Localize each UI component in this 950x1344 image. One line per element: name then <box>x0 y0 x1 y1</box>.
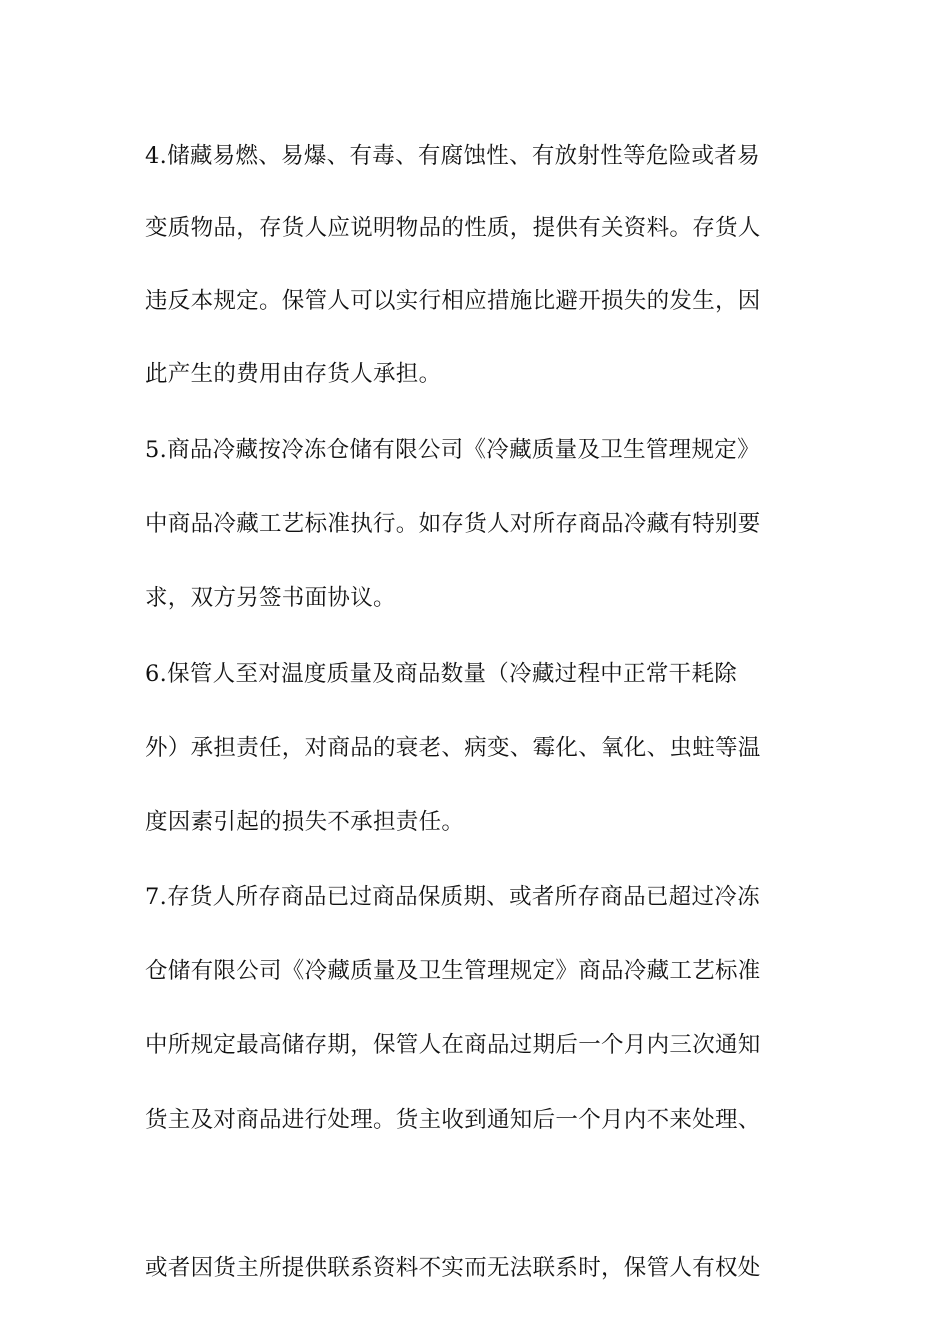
text-line: 中商品冷藏工艺标准执行。如存货人对所存商品冷藏有特别要 <box>145 511 761 537</box>
text-line: 中所规定最高储存期，保管人在商品过期后一个月内三次通知 <box>145 1032 761 1058</box>
text-line: 5.商品冷藏按冷冻仓储有限公司《冷藏质量及卫生管理规定》 <box>145 437 760 463</box>
text-line: 外）承担责任，对商品的衰老、病变、霉化、氧化、虫蛀等温 <box>145 735 761 761</box>
text-line: 7.存货人所存商品已过商品保质期、或者所存商品已超过冷冻 <box>145 884 760 910</box>
text-line: 违反本规定。保管人可以实行相应措施比避开损失的发生，因 <box>145 288 761 314</box>
text-line: 求，双方另签书面协议。 <box>145 585 396 611</box>
text-line: 货主及对商品进行处理。货主收到通知后一个月内不来处理、 <box>145 1107 761 1133</box>
text-line: 6.保管人至对温度质量及商品数量（冷藏过程中正常干耗除 <box>145 661 738 687</box>
text-line: 或者因货主所提供联系资料不实而无法联系时，保管人有权处 <box>145 1255 761 1281</box>
text-line: 此产生的费用由存货人承担。 <box>145 361 442 387</box>
text-line: 变质物品，存货人应说明物品的性质，提供有关资料。存货人 <box>145 215 761 241</box>
text-line: 4.储藏易燃、易爆、有毒、有腐蚀性、有放射性等危险或者易 <box>145 143 760 169</box>
text-line: 度因素引起的损失不承担责任。 <box>145 809 465 835</box>
text-line: 仓储有限公司《冷藏质量及卫生管理规定》商品冷藏工艺标准 <box>145 958 761 984</box>
